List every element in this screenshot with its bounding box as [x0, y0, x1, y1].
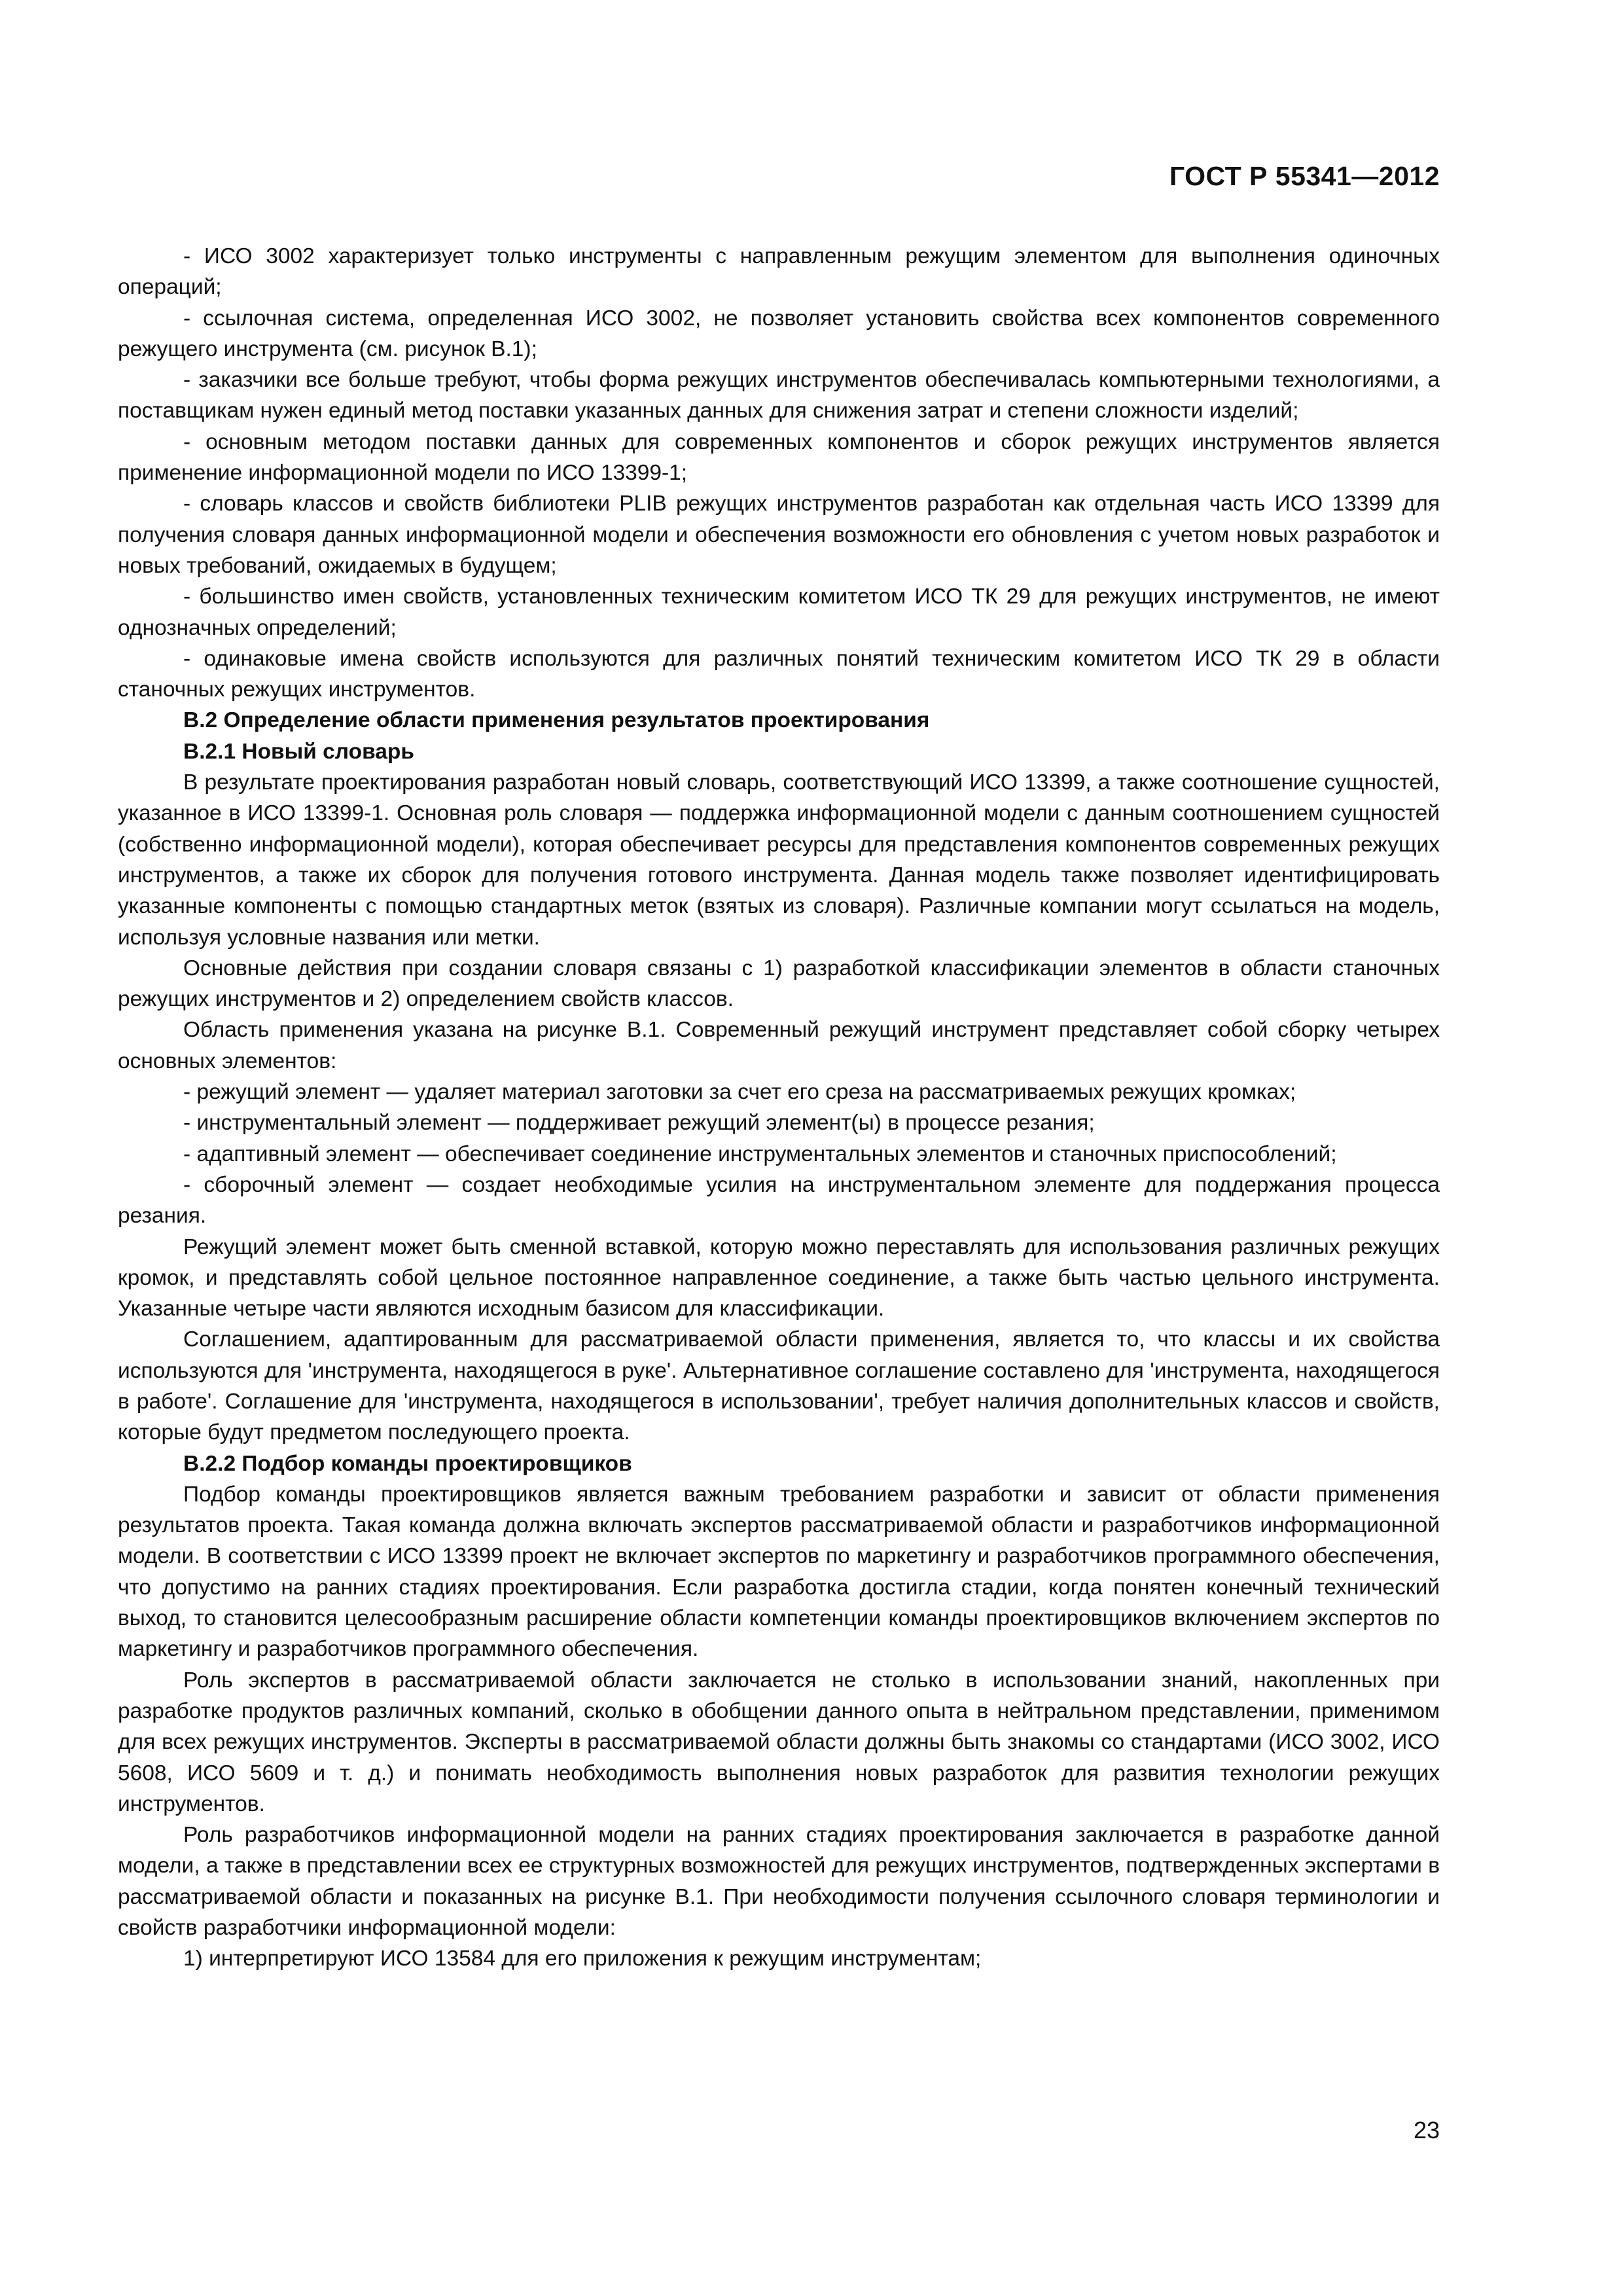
bullet-item: - словарь классов и свойств библиотеки PLIB режущих инструментов разработан как отдельная часть ИСО 13399 для получения словаря данных информационной модели и обеспечения возможности его обновления с учетом новых разработок и новых требований, ожидаемых в будущем; [118, 492, 1440, 578]
numbered-item: 1) интерпретируют ИСО 13584 для его приложения к режущим инструментам; [183, 1946, 982, 1971]
paragraph: Роль разработчиков информационной модели на ранних стадиях проектирования заключается в разработке данной модели, а также в представлении всех ее структурных возможностей для режущих инструментов, подтвержденных экспертами в рассматриваемой области и показанных на рисунке В.1. При необходимости получения ссылочного словаря терминологии и свойств разработчики информационной модели: [118, 1823, 1440, 1941]
bullet-item: - инструментальный элемент — поддерживает режущий элемент(ы) в процессе резания; [183, 1111, 1095, 1136]
paragraph: Режущий элемент может быть сменной вставкой, которую можно переставлять для использования различных режущих кромок, и представлять собой цельное постоянное направленное соединение, а также быть частью цельного инструмента. Указанные четыре части являются исходным базисом для классификации. [118, 1234, 1440, 1321]
paragraph: Основные действия при создании словаря связаны с 1) разработкой классификации элементов в области станочных режущих инструментов и 2) определением свойств классов. [118, 956, 1440, 1012]
section-heading-b21: В.2.1 Новый словарь [183, 739, 414, 764]
bullet-item: - основным методом поставки данных для современных компонентов и сборок режущих инструментов является применение информационной модели по ИСО 13399-1; [118, 429, 1440, 486]
bullet-item: - ссылочная система, определенная ИСО 3002, не позволяет установить свойства всех компонентов современного режущего инструмента (см. рисунок В.1); [118, 306, 1440, 361]
page-number: 23 [1413, 2117, 1440, 2144]
bullet-item: - заказчики все больше требуют, чтобы форма режущих инструментов обеспечивалась компьютерными технологиями, а поставщикам нужен единый метод поставки указанных данных для снижения затрат и степени сложности изделий; [118, 368, 1440, 423]
paragraph: Подбор команды проектировщиков является важным требованием разработки и зависит от области применения результатов проекта. Такая команда должна включать экспертов рассматриваемой области и разработчиков информационной модели. В соответствии с ИСО 13399 проект не включает экспертов по маркетингу и разработчиков программного обеспечения, что допустимо на ранних стадиях проектирования. Если разработка достигла стадии, когда понятен конечный технический выход, то становится целесообразным расширение области компетенции команды проектировщиков включением экспертов по маркетингу и разработчиков программного обеспечения. [118, 1482, 1440, 1662]
bullet-item: - режущий элемент — удаляет материал заготовки за счет его среза на рассматриваемых режущих кромках; [183, 1080, 1296, 1105]
bullet-item: - адаптивный элемент — обеспечивает соединение инструментальных элементов и станочных приспособлений; [183, 1141, 1337, 1166]
bullet-item: - ИСО 3002 характеризует только инструменты с направленным режущим элементом для выполнения одиночных операций; [118, 244, 1440, 300]
section-heading-b2: В.2 Определение области применения результатов проектирования [183, 708, 930, 733]
bullet-item: - сборочный элемент — создает необходимые усилия на инструментальном элементе для поддержания процесса резания. [118, 1172, 1440, 1229]
section-heading-b22: В.2.2 Подбор команды проектировщиков [183, 1451, 632, 1476]
document-id-header: ГОСТ Р 55341—2012 [1169, 161, 1440, 191]
paragraph: В результате проектирования разработан новый словарь, соответствующий ИСО 13399, а также соотношение сущностей, указанное в ИСО 13399-1. Основная роль словаря — поддержка информационной модели с данным соотношением сущностей (собственно информационной модели), которая обеспечивает ресурсы для представления компонентов современных режущих инструментов, а также их сборок для получения готового инструмента. Данная модель также позволяет идентифицировать указанные компоненты с помощью стандартных меток (взятых из словаря). Различные компании могут ссылаться на модель, используя условные названия или метки. [118, 770, 1440, 950]
document-body [118, 241, 1440, 1975]
bullet-item: - большинство имен свойств, установленных техническим комитетом ИСО ТК 29 для режущих инструментов, не имеют однозначных определений; [118, 584, 1440, 640]
paragraph: Роль экспертов в рассматриваемой области заключается не столько в использовании знаний, накопленных при разработке продуктов различных компаний, сколько в обобщении данного опыта в нейтральном представлении, применимом для всех режущих инструментов. Эксперты в рассматриваемой области должны быть знакомы со стандартами (ИСО 3002, ИСО 5608, ИСО 5609 и т. д.) и понимать необходимость выполнения новых разработок для развития технологии режущих инструментов. [118, 1668, 1440, 1816]
paragraph: Область применения указана на рисунке В.1. Современный режущий инструмент представляет собой сборку четырех основных элементов: [118, 1018, 1440, 1073]
bullet-item: - одинаковые имена свойств используются для различных понятий техническим комитетом ИСО ТК 29 в области станочных режущих инструментов. [118, 646, 1440, 702]
paragraph: Соглашением, адаптированным для рассматриваемой области применения, является то, что классы и их свойства используются для 'инструмента, находящегося в руке'. Альтернативное соглашение составлено для 'инструмента, находящегося в работе'. Соглашение для 'инструмента, находящегося в использовании', требует наличия дополнительных классов и свойств, которые будут предметом последующего проекта. [118, 1327, 1440, 1445]
